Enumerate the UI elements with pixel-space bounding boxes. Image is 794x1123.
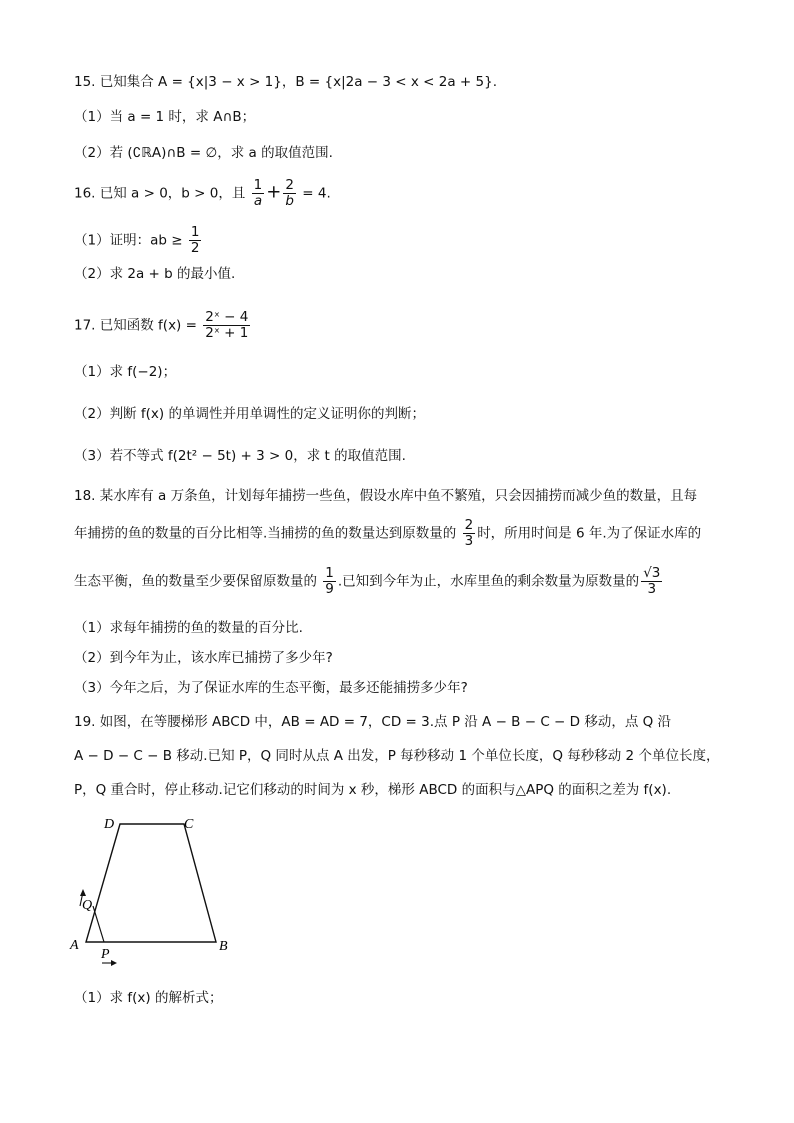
q18-part3: （3）今年之后，为了保证水库的生态平衡，最多还能捕捞多少年? xyxy=(74,680,468,696)
q18-frac-sqrt3-3 xyxy=(641,566,662,597)
q17-function-frac xyxy=(203,310,250,341)
label-b: B xyxy=(219,939,228,954)
q16-frac1-den: a xyxy=(253,193,263,209)
label-d: D xyxy=(104,817,115,832)
q15-title: 15. 已知集合 A = {x|3 − x > 1}，B = {x|2a − 3 < x < 2a + 5}. xyxy=(74,74,497,90)
q16-frac-1-over-a xyxy=(252,178,265,209)
q15-part1: （1）当 a = 1 时，求 A∩B； xyxy=(74,109,256,125)
q18-frac-1-9 xyxy=(323,566,336,597)
q18-line3 xyxy=(74,566,664,597)
q18-line2-pre: 年捕捞的鱼的数量的百分比相等.当捕捞的鱼的数量达到原数量的 xyxy=(74,525,457,542)
q18-frac2-den: 9 xyxy=(325,581,334,597)
q16-title xyxy=(74,178,331,209)
q18-frac1-den: 3 xyxy=(464,533,474,549)
q19-part1: （1）求 f(x) 的解析式； xyxy=(74,990,223,1006)
q16-part1-pre: （1）证明：ab ≥ xyxy=(74,232,183,249)
q18-frac-2-3 xyxy=(463,518,476,549)
q18-line1: 18. 某水库有 a 万条鱼，计划每年捕捞一些鱼，假设水库中鱼不繁殖，只会因捕捞而减少鱼的数量，且每 xyxy=(74,488,698,504)
q18-line2-post: 时，所用时间是 6 年.为了保证水库的 xyxy=(477,525,702,542)
trapezoid-abcd xyxy=(86,824,216,942)
q18-part2: （2）到今年为止，该水库已捕捞了多少年? xyxy=(74,650,333,666)
q18-frac3-num: √3 xyxy=(643,565,661,581)
q18-frac2-num: 1 xyxy=(325,565,334,581)
q17-title-pre: 17. 已知函数 f(x) = xyxy=(74,317,197,334)
q16-frac2-den: b xyxy=(285,193,294,209)
label-p: P xyxy=(101,947,110,962)
q17-part1: （1）求 f(−2)； xyxy=(74,364,177,380)
label-c: C xyxy=(184,817,194,832)
q16-part1-den: 2 xyxy=(190,240,200,256)
q16-title-post: = 4. xyxy=(302,185,331,202)
q18-line2 xyxy=(74,518,701,549)
q16-part2: （2）求 2a + b 的最小值. xyxy=(74,266,236,282)
q-arrow-head xyxy=(80,889,86,896)
q16-part1-num: 1 xyxy=(190,224,200,240)
q17-title xyxy=(74,310,252,341)
q18-line3-mid: .已知到今年为止，水库里鱼的剩余数量为原数量的 xyxy=(337,573,640,590)
q17-part3: （3）若不等式 f(2t² − 5t) + 3 > 0，求 t 的取值范围. xyxy=(74,448,406,464)
q16-plus: + xyxy=(266,181,282,203)
q16-frac2-num: 2 xyxy=(285,177,294,193)
segment-pq xyxy=(93,906,104,942)
label-q: Q xyxy=(82,898,93,913)
q19-line3: P，Q 重合时，停止移动.记它们移动的时间为 x 秒，梯形 ABCD 的面积与△APQ 的面积之差为 f(x). xyxy=(74,782,672,798)
q16-frac1-num: 1 xyxy=(253,177,263,193)
p-arrow-head xyxy=(111,960,117,966)
q17-frac-num: 2ˣ − 4 xyxy=(205,309,249,325)
q15-part2: （2）若 (∁ℝA)∩B = ∅，求 a 的取值范围. xyxy=(74,145,333,161)
q18-frac1-num: 2 xyxy=(464,517,474,533)
q16-title-pre: 16. 已知 a > 0，b > 0，且 xyxy=(74,185,246,202)
q18-frac3-den: 3 xyxy=(647,581,657,597)
q16-part1 xyxy=(74,225,203,256)
q19-line1: 19. 如图，在等腰梯形 ABCD 中，AB = AD = 7，CD = 3.点 P 沿 A − B − C − D 移动，点 Q 沿 xyxy=(74,714,672,730)
q18-line3-pre: 生态平衡，鱼的数量至少要保留原数量的 xyxy=(74,573,317,590)
trapezoid-figure xyxy=(66,808,256,973)
q16-frac-2-over-b xyxy=(283,178,296,209)
q18-part1: （1）求每年捕捞的鱼的数量的百分比. xyxy=(74,620,303,636)
label-a: A xyxy=(70,938,79,953)
q19-line2: A − D − C − B 移动.已知 P，Q 同时从点 A 出发，P 每秒移动 1 个单位长度，Q 每秒移动 2 个单位长度， xyxy=(74,748,720,764)
q17-part2: （2）判断 f(x) 的单调性并用单调性的定义证明你的判断； xyxy=(74,406,425,422)
q16-part1-frac xyxy=(189,225,202,256)
q17-frac-den: 2ˣ + 1 xyxy=(205,325,249,341)
